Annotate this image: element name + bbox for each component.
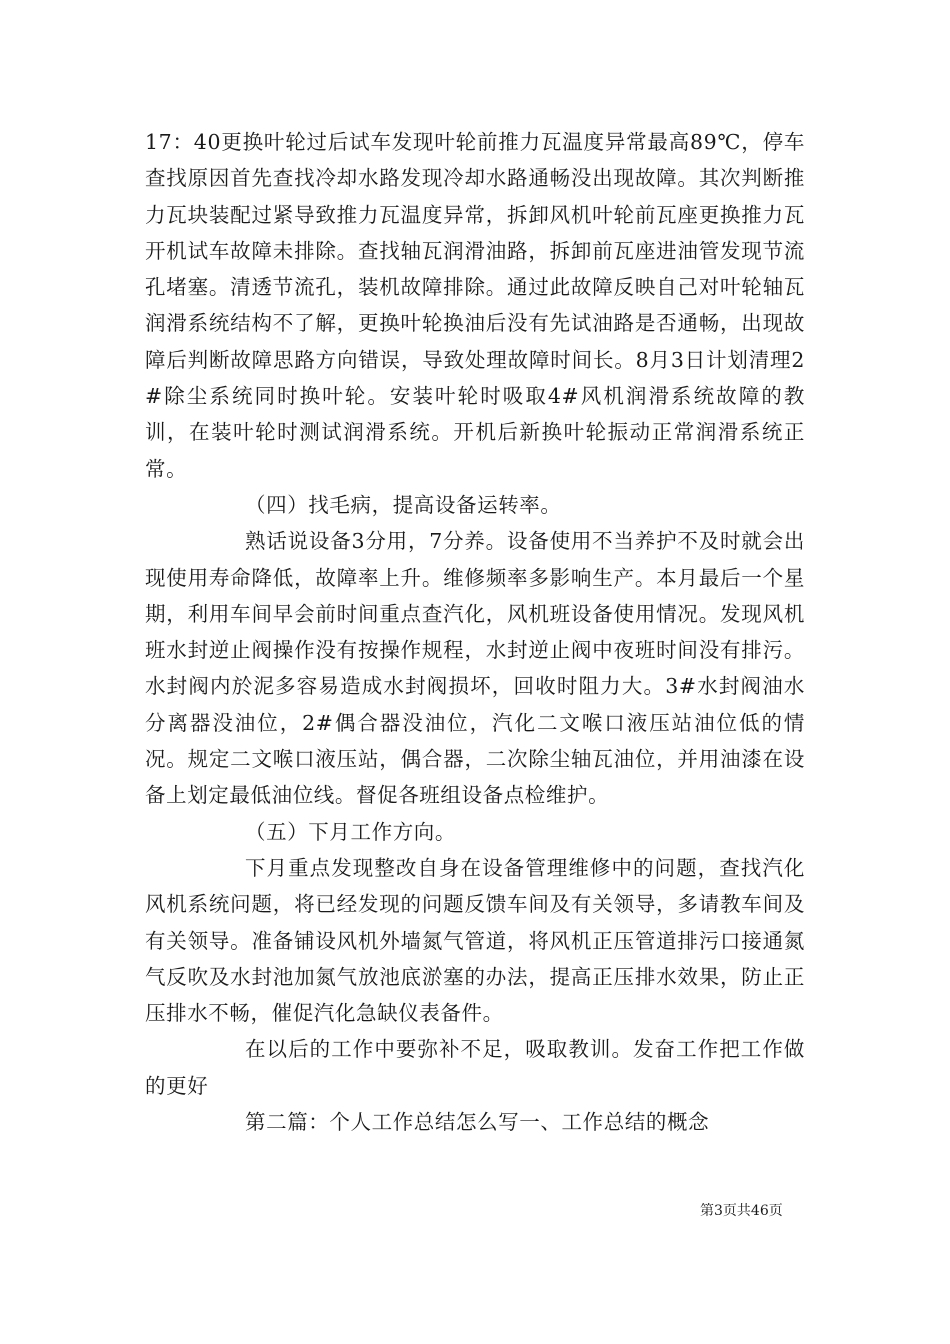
paragraph-next-month: 下月重点发现整改自身在设备管理维修中的问题，查找汽化风机系统问题，将已经发现的问题反馈车间及有关领导，多请教车间及有关领导。准备铺设风机外墙氮气管道，将风机正压管道排污口接通氮气反吹及水封池加氮气放池底淤塞的办法，提高正压排水效果，防止正压排水不畅，催促汽化急缺仪表备件。 [145,855,805,1026]
page-number: 第3页共46页 [700,1203,783,1219]
document-body [145,124,805,1140]
section-heading-five: （五）下月工作方向。 [245,819,456,844]
paragraph-conclusion: 在以后的工作中要弥补不足，吸取教训。发奋工作把工作做的更好 [145,1037,805,1098]
section-heading-four: （四）找毛病，提高设备运转率。 [245,492,562,517]
section-heading-part-two: 第二篇：个人工作总结怎么写一、工作总结的概念 [245,1110,710,1135]
paragraph-fault-analysis: 17：40更换叶轮过后试车发现叶轮前推力瓦温度异常最高89℃，停车查找原因首先查找冷却水路发现冷却水路通畅没出现故障。其次判断推力瓦块装配过紧导致推力瓦温度异常，拆卸风机叶轮前瓦座更换推力瓦开机试车故障未排除。查找轴瓦润滑油路，拆卸前瓦座进油管发现节流孔堵塞。清透节流孔，装机故障排除。通过此故障反映自己对叶轮轴瓦润滑系统结构不了解，更换叶轮换油后没有先试油路是否通畅，出现故障后判断故障思路方向错误，导致处理故障时间长。8月3日计划清理2#除尘系统同时换叶轮。安装叶轮时吸取4#风机润滑系统故障的教训，在装叶轮时测试润滑系统。开机后新换叶轮振动正常润滑系统正常。 [145,130,805,481]
paragraph-maintenance: 熟话说设备3分用，7分养。设备使用不当养护不及时就会出现使用寿命降低，故障率上升。维修频率多影响生产。本月最后一个星期，利用车间早会前时间重点查汽化，风机班设备使用情况。发现风机班水封逆止阀操作没有按操作规程，水封逆止阀中夜班时间没有排污。水封阀内於泥多容易造成水封阀损坏，回收时阻力大。3#水封阀油水分离器没油位，2#偶合器没油位，汽化二文喉口液压站油位低的情况。规定二文喉口液压站，偶合器，二次除尘轴瓦油位，并用油漆在设备上划定最低油位线。督促各班组设备点检维护。 [145,529,805,808]
